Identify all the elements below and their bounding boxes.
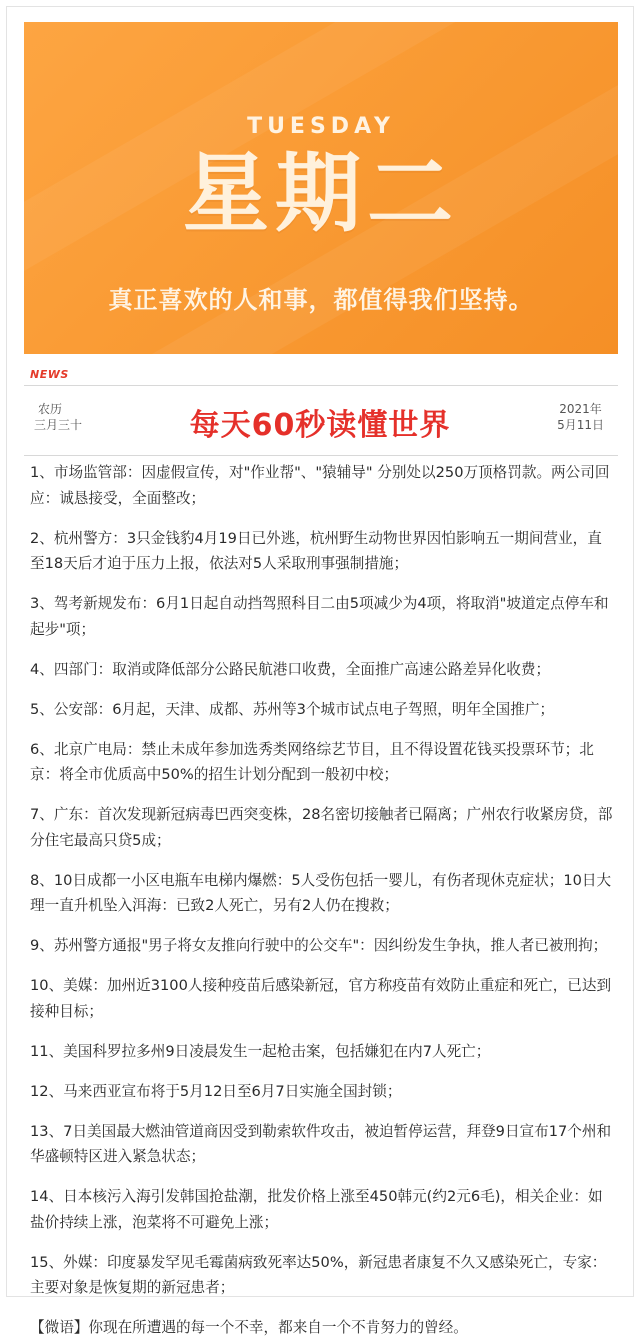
news-item: 13、7日美国最大燃油管道商因受到勒索软件攻击，被迫暂停运营，拜登9日宣布17个州和华盛顿特区进入紧急状态； — [30, 1122, 612, 1165]
news-item: 9、苏州警方通报"男子将女友推向行驶中的公交车"：因纠纷发生争执，推人者已被刑拘； — [30, 937, 608, 954]
news-item: 5、公安部：6月起，天津、成都、苏州等3个城市试点电子驾照，明年全国推广； — [30, 700, 555, 718]
gregorian-date-block — [557, 401, 604, 433]
weekday-banner — [24, 22, 618, 354]
lunar-label: 农历 — [38, 402, 63, 416]
weekday-english: TUESDAY — [247, 114, 395, 139]
date: 5月11日 — [557, 418, 604, 432]
news-item: 15、外媒：印度暴发罕见毛霉菌病致死率达50%，新冠患者康复不久又感染死亡，专家：主要对象是恢复期的新冠患者； — [30, 1253, 607, 1296]
news-item: 8、10日成都一小区电瓶车电梯内爆燃：5人受伤包括一婴儿，有伤者现休克症状；10日大理一直升机坠入洱海：已致2人死亡，另有2人仍在搜救； — [30, 871, 612, 914]
banner-slogan: 真正喜欢的人和事，都值得我们坚持。 — [108, 286, 534, 314]
news-item: 10、美媒：加州近3100人接种疫苗后感染新冠，官方称疫苗有效防止重症和死亡，已达到接种目标； — [30, 977, 612, 1020]
news-tag: NEWS — [30, 368, 69, 381]
news-item: 6、北京广电局：禁止未成年参加选秀类网络综艺节目，且不得设置花钱买投票环节；北京：将全市优质高中50%的招生计划分配到一般初中校； — [30, 740, 594, 783]
news-list — [30, 460, 614, 1340]
news-item: 12、马来西亚宣布将于5月12日至6月7日实施全国封锁； — [30, 1082, 402, 1100]
news-item: 7、广东：首次发现新冠病毒巴西突变株，28名密切接触者已隔离；广州农行收紧房贷，部分住宅最高只贷5成； — [30, 806, 613, 849]
news-item: 3、驾考新规发布：6月1日起自动挡驾照科目二由5项减少为4项，将取消"坡道定点停车和起步"项； — [30, 595, 609, 638]
news-item: 14、日本核污入海引发韩国抢盐潮，批发价格上涨至450韩元(约2元6毛)，相关企业：如盐价持续上涨，泡菜将不可避免上涨； — [30, 1188, 603, 1231]
year: 2021年 — [559, 402, 602, 416]
news-item: 2、杭州警方：3只金钱豹4月19日已外逃，杭州野生动物世界因怕影响五一期间营业，直至18天后才迫于压力上报，依法对5人采取刑事强制措施； — [30, 529, 602, 572]
weekday-chinese: 星期二 — [183, 144, 459, 244]
daily-quote: 【微语】你现在所遭遇的每一个不幸，都来自一个不肯努力的曾经。 — [30, 1319, 468, 1336]
lunar-date: 三月三十 — [34, 418, 83, 432]
news-item: 1、市场监管部：因虚假宣传，对"作业帮"、"猿辅导" 分别处以250万顶格罚款。两公司回应：诚恳接受，全面整改； — [30, 464, 610, 507]
news-item: 4、四部门：取消或降低部分公路民航港口收费，全面推广高速公路差异化收费； — [30, 660, 551, 678]
masthead-title: 每天60秒读懂世界 — [189, 408, 451, 443]
header-bottom-divider — [24, 455, 618, 456]
news-item: 11、美国科罗拉多州9日凌晨发生一起枪击案，包括嫌犯在内7人死亡； — [30, 1042, 491, 1060]
header-top-divider — [24, 385, 618, 386]
